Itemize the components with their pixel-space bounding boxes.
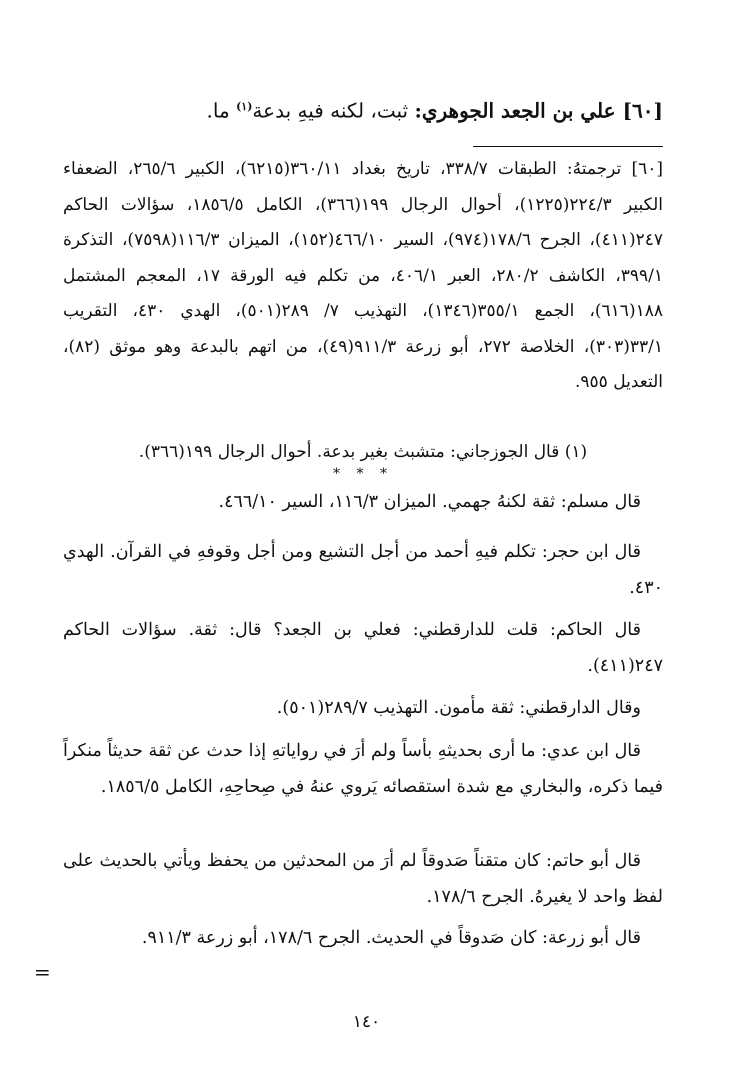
paragraph-ibn-hajar: قال ابن حجر: تكلم فيهِ أحمد من أجل التشيع ومن أجل وقوفهِ في القرآن. الهدي ٤٣٠. [63,542,663,598]
continuation-marker: = [34,960,51,984]
paragraph-daraqutni: وقال الدارقطني: ثقة مأمون. التهذيب ٢٨٩/٧(٥٠١). [276,698,641,718]
narrator-name: [٦٠] علي بن الجعد الجوهري: [414,98,663,123]
paragraph-abu-zura: قال أبو زرعة: كان صَدوقاً في الحديث. الجرح ١٧٨/٦، أبو زرعة ٩١١/٣. [141,928,641,948]
page-number: ١٤٠ [352,1012,381,1032]
paragraph-abu-hatim: قال أبو حاتم: كان متقناً صَدوقاً لم أرَ من المحدثين من يحفظ ويأتي بالحديث على لفظ واحد لا يغيرهُ. الجرح ١٧٨/٦. [63,851,663,907]
heading-end: ما. [206,98,237,123]
heading-verdict: ثبت، لكنه فيهِ بدعة [252,98,415,123]
footnote: (١) قال الجوزجاني: متشبث بغير بدعة. أحوال الرجال ١٩٩(٣٦٦). [138,442,588,462]
footnote-divider [473,146,663,147]
paragraph-hakim: قال الحاكم: قلت للدارقطني: فعلي بن الجعد؟ قال: ثقة. سؤالات الحاكم ٢٤٧(٤١١). [63,620,663,676]
footnote-marker: (١) [236,100,253,113]
paragraph-muslim: قال مسلم: ثقة لكنهُ جهمي. الميزان ١١٦/٣، السير ٤٦٦/١٠. [218,492,641,512]
references-block: [٦٠] ترجمتهُ: الطبقات ٣٣٨/٧، تاريخ بغداد ٣٦٠/١١(٦٢١٥)، الكبير ٢٦٥/٦، الضعفاء الكبير ٢٢٤/٣(١٢٢٥)، أحوال الرجال ١٩٩(٣٦٦)، الكامل ١٨٥٦/٥، سؤالات الحاكم ٢٤٧(٤١١)، الجرح ١٧٨/٦(٩٧٤)، السير ٤٦٦/١٠(١٥٢)، الميزان ١١٦/٣(٧٥٩٨)، التذكرة ٣٩٩/١، الكاشف ٢٨٠/٢، العبر ٤٠٦/١، من تكلم فيه الورقة ١٧، المعجم المشتمل ١٨٨(٦١٦)، الجمع ٣٥٥/١(١٣٤٦)، التهذيب ٧/ ٢٨٩(٥٠١)، الهدي ٤٣٠، التقريب ٣٣/١(٣٠٣)، الخلاصة ٢٧٢، أبو زرعة ٩١١/٣(٤٩)، من اتهم بالبدعة وهو موثق (٨٢)، التعديل ٩٥٥. [63,159,664,392]
paragraph-ibn-adi: قال ابن عدي: ما أرى بحديثهِ بأساً ولم أرَ في رواياتهِ إذا حدث عن ثقة حديثاً منكراً فيما ذكره، والبخاري مع شدة استقصائه يَروي عنهُ في صِحاحِهِ، الكامل ١٨٥٦/٥. [63,741,663,797]
entry-heading [63,92,663,126]
section-separator: * * * [333,466,393,482]
